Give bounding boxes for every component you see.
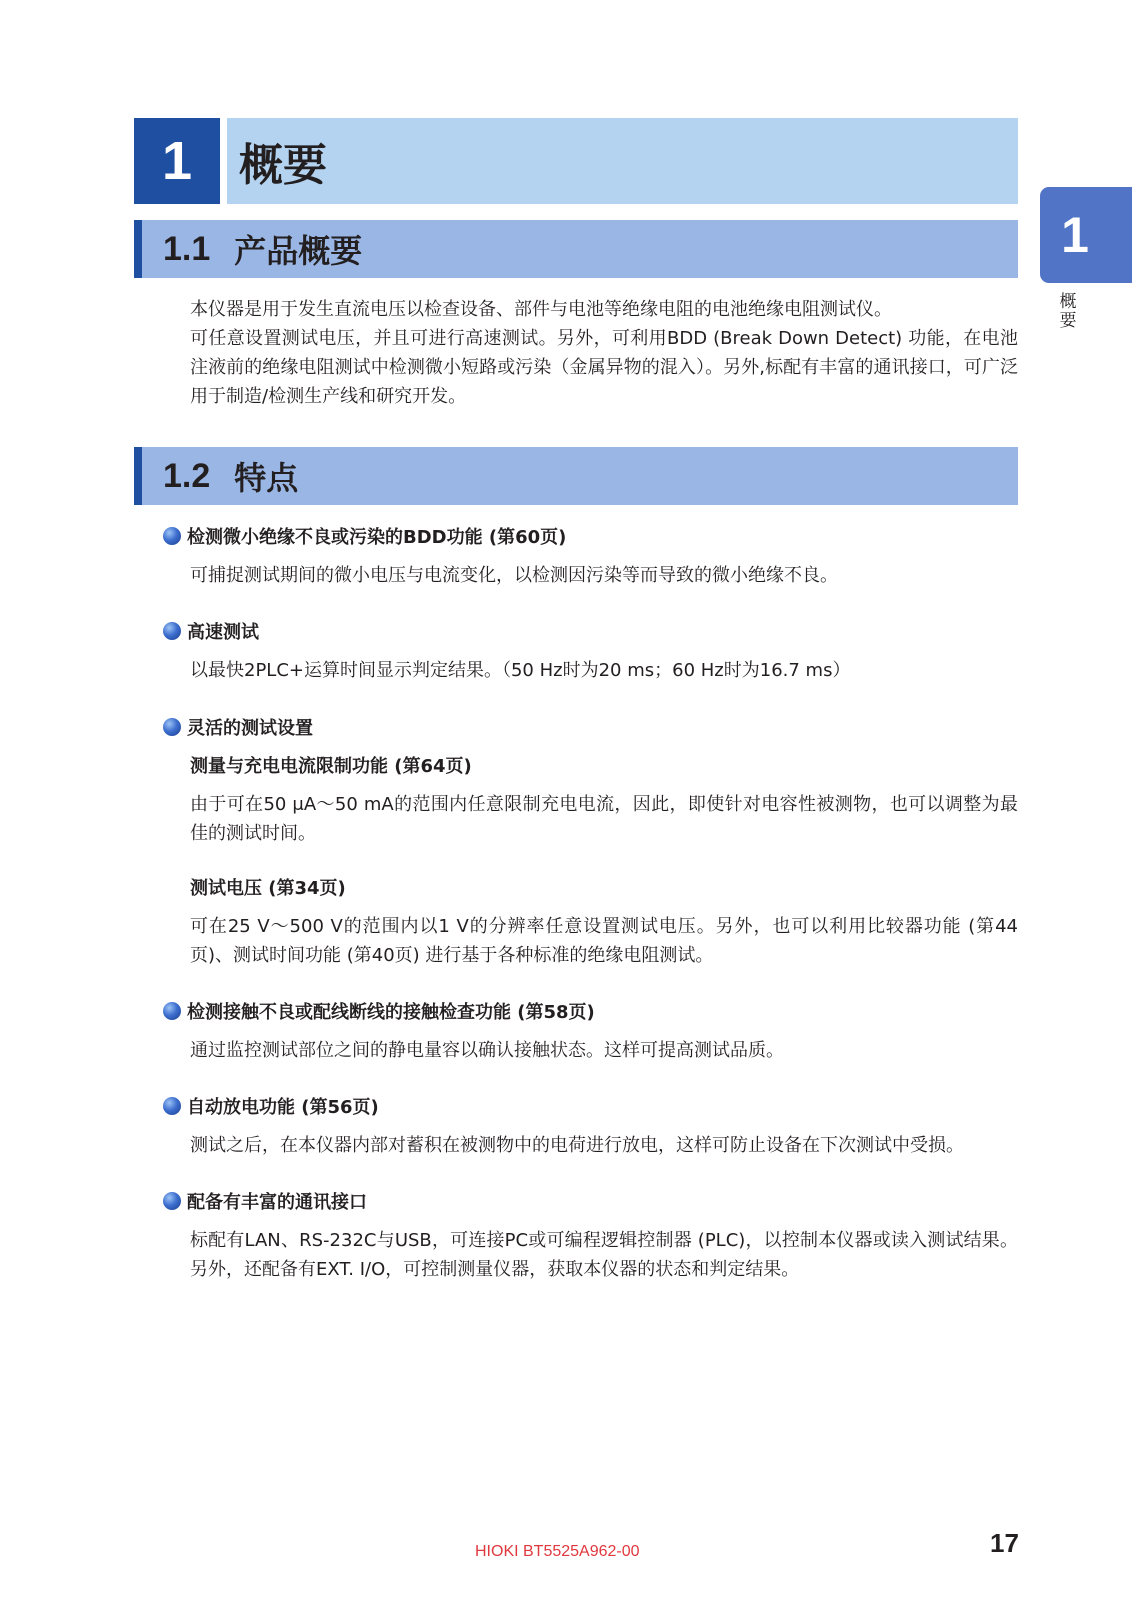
feature-title: 检测接触不良或配线断线的接触检查功能 (第58页) xyxy=(187,1002,595,1023)
chapter-title-bar xyxy=(227,118,1018,204)
chapter-side-label: 概要 xyxy=(1059,292,1077,331)
bullet-dot-icon xyxy=(163,1002,181,1020)
feature-subheading: 测量与充电电流限制功能 (第64页) xyxy=(190,756,472,777)
bullet-dot-icon xyxy=(163,1192,181,1210)
section-heading-1-1 xyxy=(134,220,1018,278)
feature-heading xyxy=(163,998,595,1024)
feature-title: 灵活的测试设置 xyxy=(187,718,313,739)
feature-heading xyxy=(163,523,566,549)
section-number: 1.2 xyxy=(163,456,211,495)
feature-heading xyxy=(163,1093,379,1119)
section-title: 特点 xyxy=(234,459,299,497)
feature-heading xyxy=(163,618,259,644)
feature-title: 自动放电功能 (第56页) xyxy=(187,1097,379,1118)
footer-document-code: HIOKI BT5525A962-00 xyxy=(475,1543,640,1560)
feature-title: 高速测试 xyxy=(187,622,259,643)
feature-text: 通过监控测试部位之间的静电量容以确认接触状态。这样可提高测试品质。 xyxy=(190,1040,784,1061)
product-overview-paragraph: 本仪器是用于发生直流电压以检查设备、部件与电池等绝缘电阻的电池绝缘电阻测试仪。 可任意设置测试电压，并且可进行高速测试。另外，可利用BDD (Break Down Detect) 功能，在电池注液前的绝缘电阻测试中检测微小短路或污染（金属异物的混入）。另外,标配有丰富的通讯接口，可广泛用于制造/检测生产线和研究开发。 xyxy=(190,299,1018,407)
bullet-dot-icon xyxy=(163,527,181,545)
section-number: 1.1 xyxy=(163,229,211,268)
feature-text: 标配有LAN、RS-232C与USB，可连接PC或可编程逻辑控制器 (PLC)，以控制本仪器或读入测试结果。另外，还配备有EXT. I/O，可控制测量仪器，获取本仪器的状态和判定结果。 xyxy=(190,1230,1018,1280)
feature-subheading: 测试电压 (第34页) xyxy=(190,878,346,899)
section-heading-1-2 xyxy=(134,447,1018,505)
feature-text: 可捕捉测试期间的微小电压与电流变化，以检测因污染等而导致的微小绝缘不良。 xyxy=(190,565,838,586)
feature-text: 可在25 V～500 V的范围内以1 V的分辨率任意设置测试电压。另外，也可以利用比较器功能 (第44页)、测试时间功能 (第40页) 进行基于各种标准的绝缘电阻测试。 xyxy=(190,916,1018,966)
chapter-side-tab[interactable]: 1 xyxy=(1040,187,1132,283)
chapter-number: 1 xyxy=(134,118,220,204)
bullet-dot-icon xyxy=(163,622,181,640)
section-title: 产品概要 xyxy=(234,232,363,270)
page-number: 17 xyxy=(990,1528,1019,1558)
bullet-dot-icon xyxy=(163,1097,181,1115)
feature-text: 以最快2PLC+运算时间显示判定结果。（50 Hz时为20 ms；60 Hz时为16.7 ms） xyxy=(190,660,851,681)
bullet-dot-icon xyxy=(163,718,181,736)
chapter-header xyxy=(134,118,1018,204)
feature-text: 测试之后，在本仪器内部对蓄积在被测物中的电荷进行放电，这样可防止设备在下次测试中受损。 xyxy=(190,1135,964,1156)
chapter-title: 概要 xyxy=(239,140,327,191)
feature-title: 配备有丰富的通讯接口 xyxy=(187,1192,367,1213)
feature-title: 检测微小绝缘不良或污染的BDD功能 (第60页) xyxy=(187,527,567,548)
feature-text: 由于可在50 μA～50 mA的范围内任意限制充电电流，因此，即使针对电容性被测物，也可以调整为最佳的测试时间。 xyxy=(190,794,1018,844)
feature-heading xyxy=(163,714,313,740)
feature-heading xyxy=(163,1188,367,1214)
